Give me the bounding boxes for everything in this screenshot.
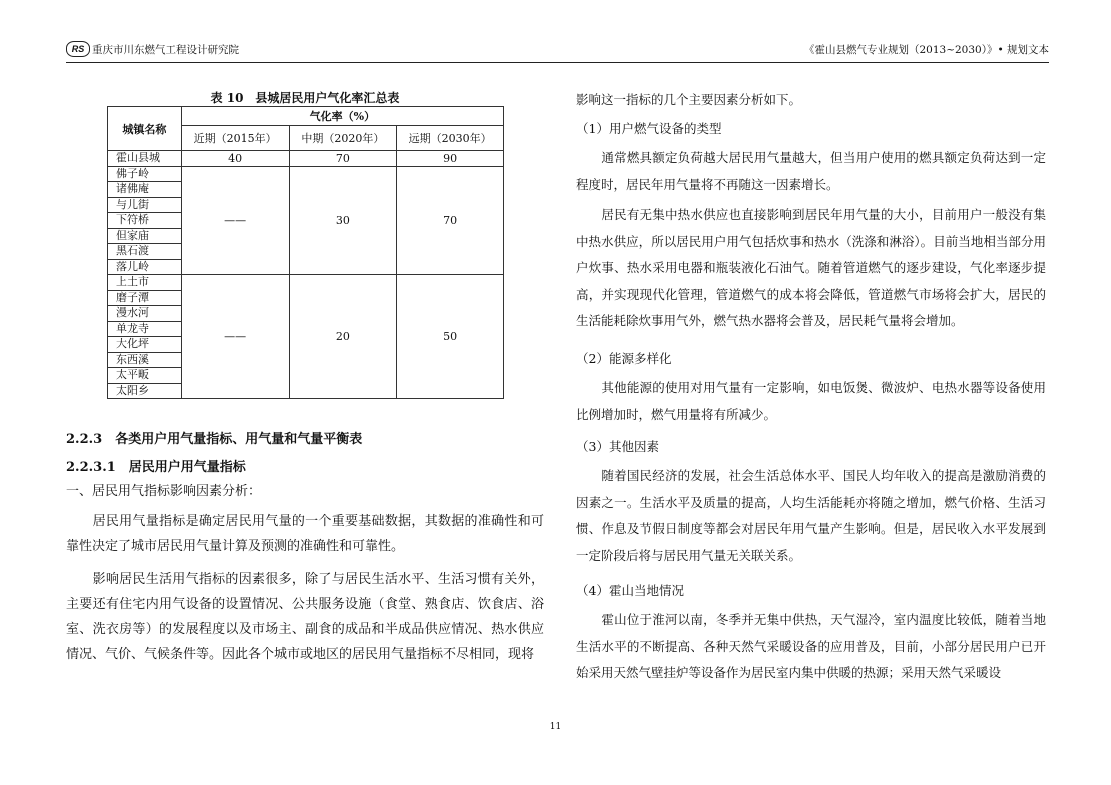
city-cell: 东西溪 bbox=[108, 352, 182, 368]
section-heading-2-2-3: 2.2.3 各类用户用气量指标、用气量和气量平衡表 bbox=[66, 432, 363, 447]
city-cell: 与儿街 bbox=[108, 197, 182, 213]
table-row bbox=[108, 275, 504, 291]
city-cell: 但家庙 bbox=[108, 228, 182, 244]
subheading: （4）霍山当地情况 bbox=[576, 583, 684, 598]
paragraph: 随着国民经济的发展，社会生活总体水平、国民人均年收入的提高是激励消费的因素之一。生活水平及质量的提高，人均生活能耗亦将随之增加，燃气价格、生活习惯、作息及节假日制度等都会对居民年用气量产生影响。但是，居民收入水平发展到一定阶段后将与居民用气量无关联关系。 bbox=[576, 468, 1046, 563]
near-cell: —— bbox=[181, 166, 289, 275]
paragraph: 通常燃具额定负荷越大居民用气量越大，但当用户使用的燃具额定负荷达到一定程度时，居民年用气量将不再随这一因素增长。 bbox=[576, 150, 1046, 192]
city-cell: 诸佛庵 bbox=[108, 182, 182, 198]
mid-cell: 70 bbox=[289, 151, 397, 167]
city-cell: 太平畈 bbox=[108, 368, 182, 384]
gasification-rate-table bbox=[107, 106, 504, 399]
col-header-near: 近期（2015年） bbox=[181, 126, 289, 151]
col-header-city: 城镇名称 bbox=[108, 107, 182, 151]
document-title: 《霍山县燃气专业规划（2013~2030）》• 规划文本 bbox=[803, 44, 1049, 56]
paragraph: 居民有无集中热水供应也直接影响到居民年用气量的大小，目前用户一般没有集中热水供应，所以居民用户用气包括炊事和热水（洗涤和淋浴）。目前当地相当部分用户炊事、热水采用电器和瓶装液化石油气。随着管道燃气的逐步建设，气化率逐步提高，并实现现代化管理，管道燃气的成本将会降低，管道燃气市场将会扩大，居民的生活能耗除炊事用气外，燃气热水器将会普及，居民耗气量将会增加。 bbox=[576, 207, 1046, 328]
paragraph: 影响这一指标的几个主要因素分析如下。 bbox=[576, 92, 802, 107]
city-cell: 太阳乡 bbox=[108, 383, 182, 399]
city-cell: 大化坪 bbox=[108, 337, 182, 353]
col-header-far: 远期（2030年） bbox=[397, 126, 504, 151]
organization-name: 重庆市川东燃气工程设计研究院 bbox=[92, 44, 239, 56]
city-cell: 霍山县城 bbox=[108, 151, 182, 167]
subheading: （1）用户燃气设备的类型 bbox=[576, 121, 722, 136]
near-cell: —— bbox=[181, 275, 289, 399]
paragraph: 影响居民生活用气指标的因素很多，除了与居民生活水平、生活习惯有关外，主要还有住宅内用气设备的设置情况、公共服务设施（食堂、熟食店、饮食店、浴室、洗衣房等）的发展程度以及市场主、副食的成品和半成品供应情况、热水供应情况、气价、气候条件等。因此各个城市或地区的居民用气量指标不尽相同，现将 bbox=[66, 572, 544, 662]
city-cell: 黑石渡 bbox=[108, 244, 182, 260]
col-header-gasification-rate: 气化率（%） bbox=[181, 107, 503, 126]
mid-cell: 30 bbox=[289, 166, 397, 275]
city-cell: 上土市 bbox=[108, 275, 182, 291]
city-cell: 落儿岭 bbox=[108, 259, 182, 275]
far-cell: 70 bbox=[397, 166, 504, 275]
table-row bbox=[108, 166, 504, 182]
intro-line: 一、居民用气指标影响因素分析： bbox=[66, 484, 262, 499]
page-header bbox=[66, 40, 1049, 63]
page-number: 11 bbox=[549, 722, 562, 732]
table-caption: 表 10 县城居民用户气化率汇总表 bbox=[210, 91, 400, 105]
paragraph: 其他能源的使用对用气量有一定影响，如电饭煲、微波炉、电热水器等设备使用比例增加时，燃气用量将有所减少。 bbox=[576, 380, 1046, 422]
company-logo: RS bbox=[66, 41, 90, 57]
city-cell: 漫水河 bbox=[108, 306, 182, 322]
near-cell: 40 bbox=[181, 151, 289, 167]
mid-cell: 20 bbox=[289, 275, 397, 399]
far-cell: 50 bbox=[397, 275, 504, 399]
table-row bbox=[108, 151, 504, 167]
paragraph: 霍山位于淮河以南，冬季并无集中供热，天气湿冷，室内温度比较低，随着当地生活水平的不断提高、各种天然气采暖设备的应用普及，目前，小部分居民用户已开始采用天然气壁挂炉等设备作为居民室内集中供暖的热源；采用天然气采暖设 bbox=[576, 612, 1046, 680]
city-cell: 单龙寺 bbox=[108, 321, 182, 337]
city-cell: 佛子岭 bbox=[108, 166, 182, 182]
section-heading-2-2-3-1: 2.2.3.1 居民用户用气量指标 bbox=[66, 460, 246, 475]
subheading: （3）其他因素 bbox=[576, 439, 659, 454]
city-cell: 磨子潭 bbox=[108, 290, 182, 306]
far-cell: 90 bbox=[397, 151, 504, 167]
col-header-mid: 中期（2020年） bbox=[289, 126, 397, 151]
paragraph: 居民用气量指标是确定居民用气量的一个重要基础数据，其数据的准确性和可靠性决定了城市居民用气量计算及预测的准确性和可靠性。 bbox=[66, 514, 544, 554]
city-cell: 下符桥 bbox=[108, 213, 182, 229]
subheading: （2）能源多样化 bbox=[576, 351, 672, 366]
